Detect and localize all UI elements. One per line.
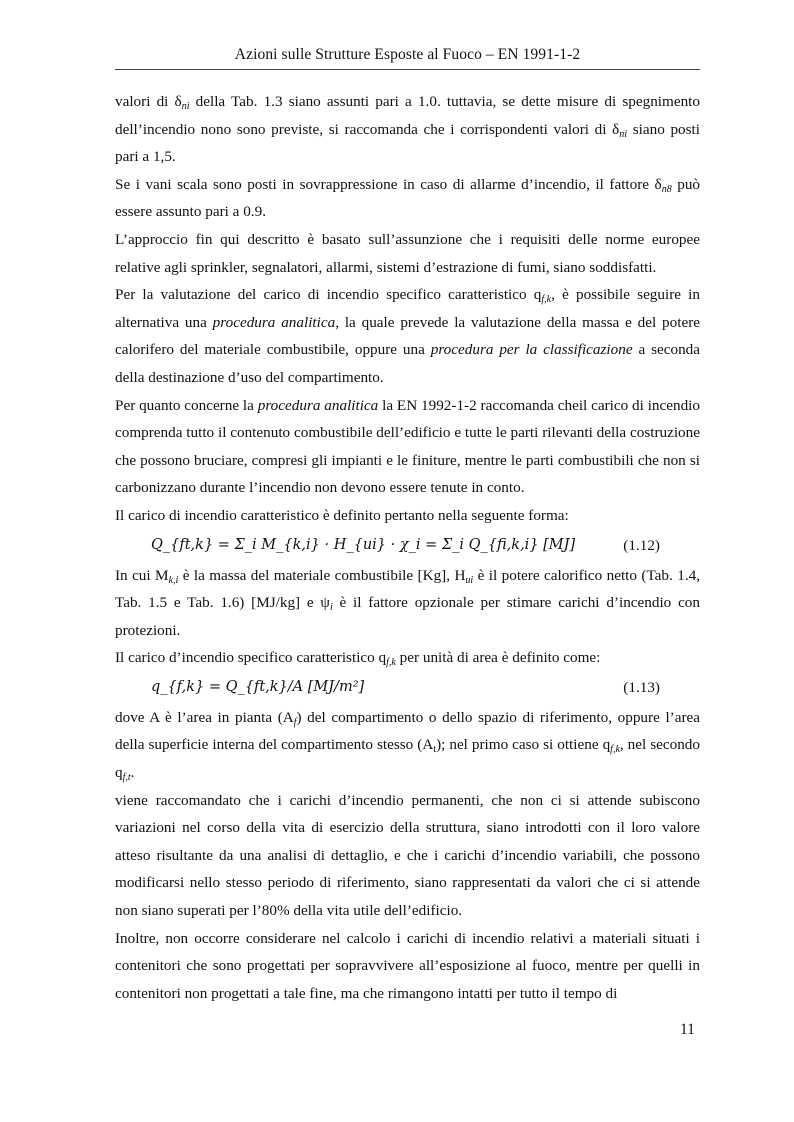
paragraph-8: Il carico d’incendio specifico caratteristico $q_{f,k}$ per unità di area è definito come:: [115, 649, 601, 669]
paragraph-3: L’approccio fin qui descritto è basato sull’assunzione che i requisiti delle norme europee relative agli sprinkler, segnalatori, allarmi, sistemi d’estrazione di fumi, siano soddisfatti.: [115, 230, 700, 276]
equation-1-13-formula: q_{f,k} = Q_{ft,k}/A [MJ/m²]: [151, 679, 365, 696]
paragraph-4: Per la valutazione del carico di incendio specifico caratteristico $q_{f,k}$, è possibile seguire in alternativa una procedura analitica, la quale prevede la valutazione della massa e del potere calorifero del materiale combustibile, oppure una procedura per la classificazione a seconda della destinazione d’uso del compartimento.: [115, 286, 701, 386]
paragraph-1: valori di $\delta_{ni}$ della Tab. 1.3 siano assunti pari a 1.0. tuttavia, se dette misure di spegnimento dell’incendio nono sono previste, si raccomanda che i corrispondenti valori di $\delta_{ni}$ siano posti pari a 1,5.: [115, 93, 700, 166]
body-text: [115, 88, 700, 1007]
header-rule: [115, 69, 700, 70]
equation-1-12-number: (1.12): [623, 536, 660, 554]
paragraph-2: Se i vani scala sono posti in sovrappressione in caso di allarme d’incendio, il fattore $\delta_{n8}$ può essere assunto pari a 0.9.: [115, 175, 701, 221]
paragraph-6: Il carico di incendio caratteristico è definito pertanto nella seguente forma:: [115, 506, 569, 524]
equation-1-13-number: (1.13): [623, 679, 660, 697]
equation-1-12: [115, 530, 700, 562]
paragraph-9: dove A è l’area in pianta $(A_f)$ del compartimento o dello spazio di riferimento, oppure l’area della superficie interna del compartimento stesso $(A_t)$; nel primo caso si ottiene $q_{f,k}$, nel secondo $q_{f,t}$.: [115, 708, 700, 784]
equation-1-13: [115, 672, 700, 704]
page-number: 11: [680, 1021, 695, 1038]
paragraph-7: In cui $M_{k,i}$ è la massa del materiale combustibile [Kg], $H_{ui}$ è il potere calorifico netto (Tab. 1.4, Tab. 1.5 e Tab. 1.6) [MJ/kg] e $\psi_i$ è il fattore opzionale per stimare carichi d’incendio con protezioni.: [115, 566, 701, 639]
running-header: Azioni sulle Strutture Esposte al Fuoco – EN 1991-1-2: [234, 46, 581, 63]
paragraph-11: Inoltre, non occorre considerare nel calcolo i carichi di incendio relativi a materiali situati i contenitori che sono progettati per sopravvivere all’esposizione al fuoco, mentre per quelli in contenitori non progettati a tale fine, ma che rimangono intatti per tutto il tempo di: [115, 929, 700, 1002]
paragraph-5: Per quanto concerne la procedura analitica la EN 1992-1-2 raccomanda cheil carico di incendio comprenda tutto il contenuto combustibile dell’edificio e tutte le parti rilevanti della costruzione che possono bruciare, compresi gli impianti e le finiture, mentre le parti combustibili che non si carbonizzano durante l’incendio non devono essere tenute in conto.: [115, 396, 700, 497]
paragraph-10: viene raccomandato che i carichi d’incendio permanenti, che non ci si attende subiscono variazioni nel corso della vita di esercizio della struttura, siano introdotti con il loro valore atteso risultante da una analisi di dettaglio, e che i carichi d’incendio variabili, che possono modificarsi nello stesso periodo di riferimento, siano rappresentati da valori che ci si attende non siano superati per l’80% della vita utile dell’edificio.: [115, 791, 700, 920]
equation-1-12-formula: Q_{ft,k} = Σ_i M_{k,i} · H_{ui} · χ_i = Σ_i Q_{fi,k,i} [MJ]: [151, 536, 576, 553]
